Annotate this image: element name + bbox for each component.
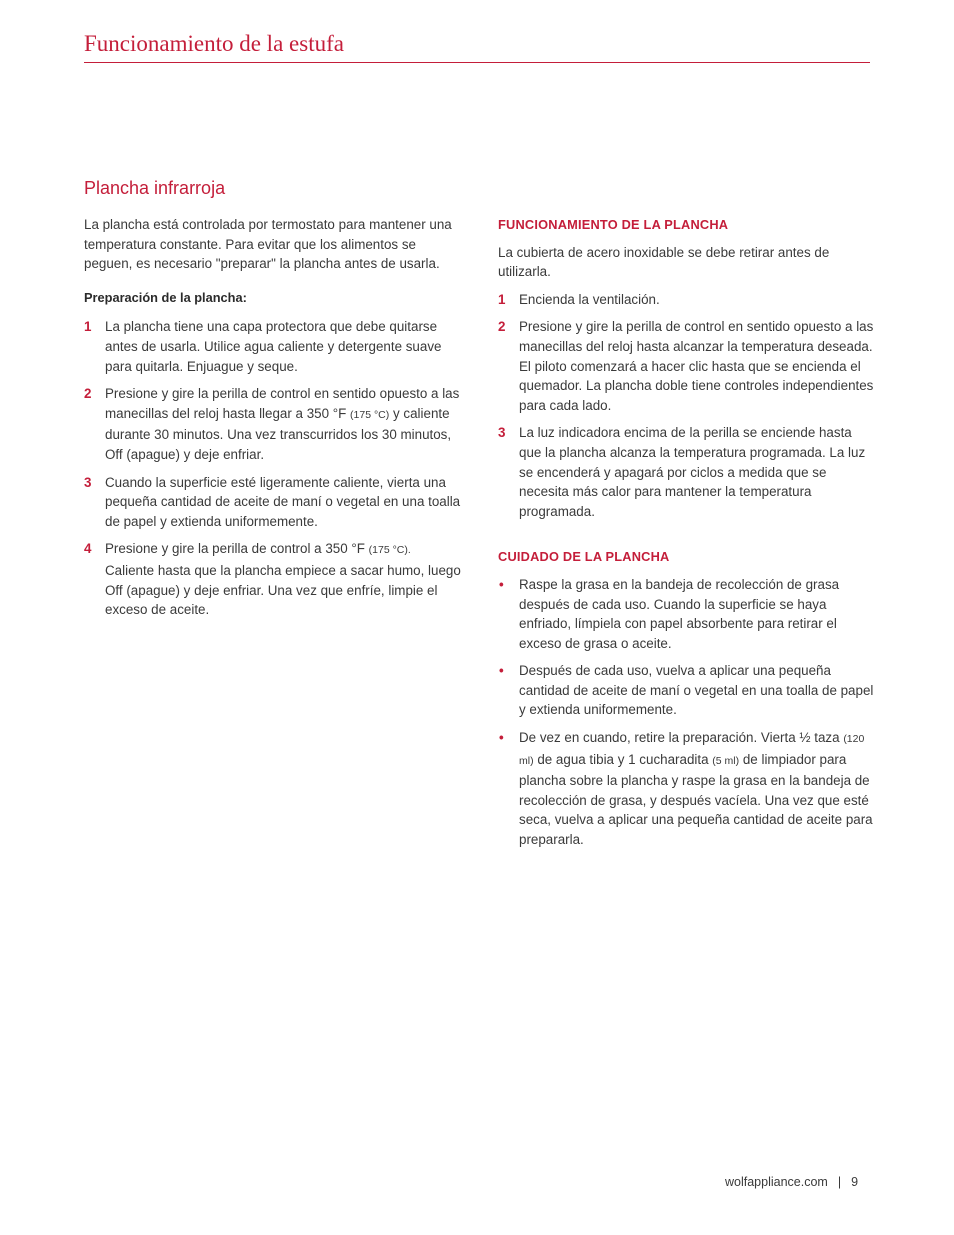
bullet-icon: • xyxy=(499,576,504,592)
list-item xyxy=(84,473,462,532)
page-title: Funcionamiento de la estufa xyxy=(84,31,344,56)
care-text: Raspe la grasa en la bandeja de recolección de grasa después de cada uso. Cuando la superficie se haya enfriado, límpiela con papel absorbente para retirar el exceso de grasa o aceite. xyxy=(519,576,840,651)
step-number: 4 xyxy=(84,541,92,557)
operation-intro: La cubierta de acero inoxidable se debe retirar antes de utilizarla. xyxy=(498,244,830,280)
list-item xyxy=(498,317,874,415)
step-number: 2 xyxy=(498,319,506,335)
care-text-continued: de limpiador para plancha sobre la plancha y raspe la grasa en la bandeja de recolección de grasa, y después vacíela. Una vez que esté seca, vuelva a aplicar una pequeña cantidad de aceite para prepararla. xyxy=(519,751,873,848)
right-column xyxy=(498,215,874,858)
prep-steps-list xyxy=(84,317,462,619)
bullet-icon: • xyxy=(499,663,504,679)
page-footer xyxy=(725,1175,858,1189)
website-link[interactable]: wolfappliance.com xyxy=(725,1175,828,1189)
page-number: 9 xyxy=(851,1175,859,1189)
bullet-icon: • xyxy=(499,730,504,746)
step-text-continued: Caliente hasta que la plancha empiece a sacar humo, luego Off (apague) y deje enfriar. Una vez que enfríe, limpie el exceso de aceite. xyxy=(105,562,461,618)
temperature-celsius: (175 °C) xyxy=(350,408,390,421)
step-number: 1 xyxy=(498,291,506,307)
step-text: Presione y gire la perilla de control en sentido opuesto a las manecillas del reloj hasta llegar a 350 °F xyxy=(105,386,460,421)
left-column xyxy=(84,215,462,628)
section-title: Plancha infrarroja xyxy=(84,178,226,198)
intro-paragraph: La plancha está controlada por termostato para mantener una temperatura constante. Para evitar que los alimentos se peguen, es necesario "preparar" la plancha antes de usarla. xyxy=(84,217,452,272)
step-number: 3 xyxy=(84,474,92,490)
operation-steps-list xyxy=(498,290,874,522)
step-text: Presione y gire la perilla de control a 350 °F xyxy=(105,541,365,557)
list-item xyxy=(498,290,874,310)
step-number: 2 xyxy=(84,386,92,402)
care-text: De vez en cuando, retire la preparación. Vierta ½ taza xyxy=(519,730,840,746)
temperature-celsius: (175 °C). xyxy=(368,544,411,557)
page-header xyxy=(84,30,870,63)
step-text: Cuando la superficie esté ligeramente caliente, vierta una pequeña cantidad de aceite de maní o vegetal en una toalla de papel y extienda uniformemente. xyxy=(105,474,461,529)
step-text-continued: y caliente durante 30 minutos. Una vez transcurridos los 30 minutos, Off (apague) y deje enfriar. xyxy=(105,405,452,462)
step-number: 3 xyxy=(498,425,506,441)
footer-separator: | xyxy=(837,1175,842,1189)
step-text: La luz indicadora encima de la perilla se enciende hasta que la plancha alcanza la temperatura programada. La luz se encenderá y apagará por ciclos a medida que se necesita más calor para mantener la temperatura programada. xyxy=(519,425,866,519)
step-text: La plancha tiene una capa protectora que debe quitarse antes de usarla. Utilice agua caliente y detergente suave para quitarla. Enjuague y seque. xyxy=(105,319,442,374)
operation-heading: FUNCIONAMIENTO DE LA PLANCHA xyxy=(498,217,729,232)
care-heading: CUIDADO DE LA PLANCHA xyxy=(498,549,670,565)
list-item xyxy=(84,317,462,376)
list-item xyxy=(498,575,874,653)
list-item xyxy=(498,423,874,521)
list-item xyxy=(498,661,874,720)
step-text: Presione y gire la perilla de control en sentido opuesto a las manecillas del reloj hasta alcanzar la temperatura deseada. El piloto comenzará a hacer clic hasta que se encienda el quemador. La plancha doble tiene controles independientes para cada lado. xyxy=(519,319,874,413)
list-item xyxy=(498,728,874,850)
step-number: 1 xyxy=(84,319,92,335)
list-item xyxy=(84,384,462,464)
volume-ml: (5 ml) xyxy=(712,754,740,767)
prep-subtitle: Preparación de la plancha: xyxy=(84,289,247,305)
care-text: Después de cada uso, vuelva a aplicar una pequeña cantidad de aceite de maní o vegetal en una toalla de papel y extienda uniformemente. xyxy=(519,663,874,718)
volume-ml: (120 ml) xyxy=(519,733,865,767)
step-text: Encienda la ventilación. xyxy=(519,291,660,307)
care-list xyxy=(498,575,874,850)
list-item xyxy=(84,539,462,619)
care-text-mid: de agua tibia y 1 cucharadita xyxy=(537,751,709,767)
